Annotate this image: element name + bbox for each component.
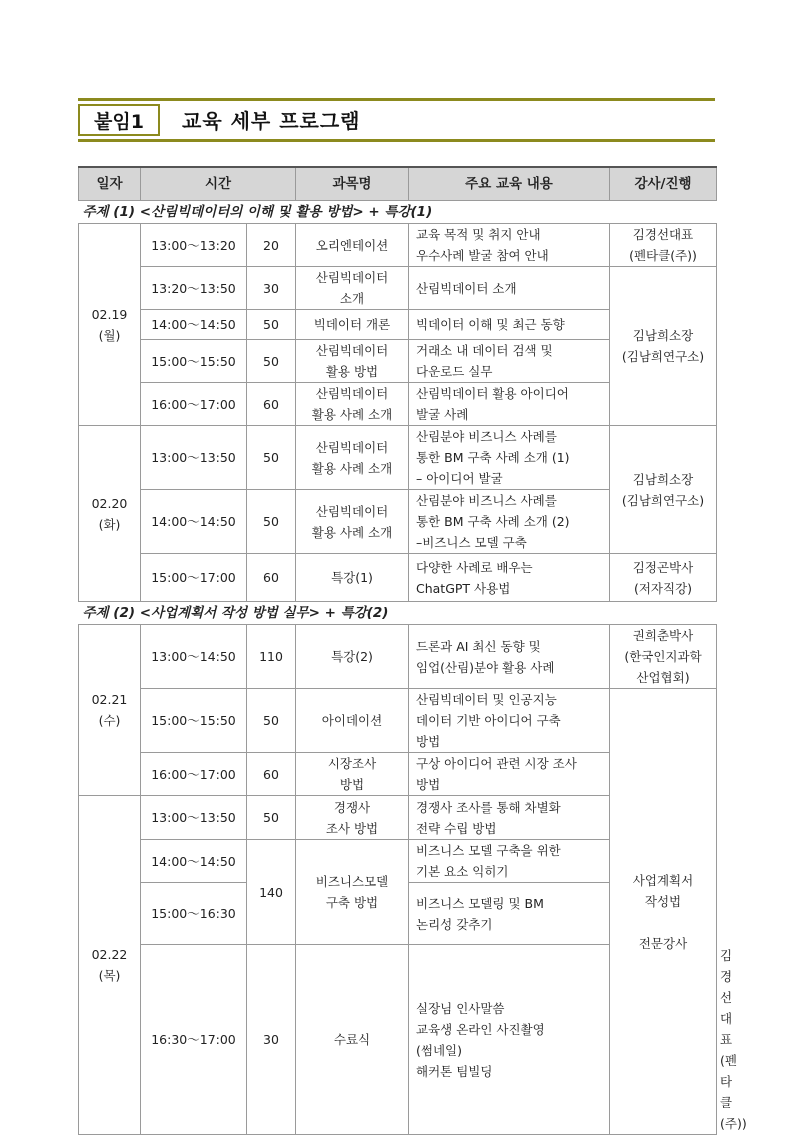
topic-row	[79, 602, 717, 625]
header-instructor: 강사/진행	[610, 167, 717, 201]
date-cell	[79, 426, 141, 602]
minutes-cell: 60	[247, 554, 296, 602]
minutes-cell: 110	[247, 625, 296, 689]
minutes-cell: 50	[247, 340, 296, 383]
text-line: (펜타클(주))	[629, 248, 697, 263]
minutes-cell: 50	[247, 796, 296, 840]
content-cell	[409, 796, 610, 840]
content-cell	[409, 625, 610, 689]
text-line: 통한 BM 구축 사례 소개 (1)	[416, 450, 570, 465]
text-line: 특강(1)	[331, 570, 373, 585]
text-line: 빅데이터 개론	[313, 317, 391, 332]
time-cell: 16:00～17:00	[141, 383, 247, 426]
text-line: 드론과 AI 최신 동향 및	[416, 638, 541, 654]
minutes-cell: 30	[247, 267, 296, 310]
table-row	[79, 625, 717, 689]
minutes-cell: 30	[247, 945, 296, 1135]
course-cell	[296, 310, 409, 340]
header-time: 시간	[141, 167, 296, 201]
text-line: –비즈니스 모델 구축	[416, 535, 527, 550]
text-line: 산업협회)	[636, 670, 690, 685]
text-line: (수)	[98, 713, 121, 728]
text-line: 방법	[416, 777, 441, 792]
text-line: 교육 목적 및 취지 안내	[416, 227, 541, 242]
minutes-cell: 50	[247, 689, 296, 753]
text-line: – 아이디어 발굴	[416, 471, 503, 486]
instructor-cell	[610, 625, 717, 689]
time-cell: 16:00～17:00	[141, 753, 247, 796]
course-cell	[296, 753, 409, 796]
text-line: (월)	[98, 327, 121, 343]
text-line: 교육생 온라인 사진촬영	[416, 1021, 545, 1037]
text-line: (목)	[98, 968, 121, 983]
content-cell	[409, 340, 610, 383]
text-line: ChatGPT 사용법	[416, 580, 511, 596]
minutes-cell: 140	[247, 840, 296, 945]
date-cell	[79, 224, 141, 426]
text-line: 작성법	[644, 893, 682, 909]
content-cell	[409, 383, 610, 426]
time-cell: 14:00～14:50	[141, 490, 247, 554]
text-line: 경쟁사 조사를 통해 차별화	[416, 799, 561, 815]
text-line: 구축 방법	[325, 895, 379, 910]
time-cell: 15:00～16:30	[141, 883, 247, 945]
instructor-cell	[610, 267, 717, 426]
text-line: 거래소 내 데이터 검색 및	[416, 343, 553, 358]
instructor-cell	[610, 224, 717, 267]
text-line: 아이데이션	[321, 713, 383, 728]
text-line: (김남희연구소)	[621, 349, 705, 364]
content-cell	[409, 426, 610, 490]
course-cell	[296, 689, 409, 753]
text-line: 논리성 갖추기	[416, 916, 493, 932]
program-table	[78, 166, 747, 1135]
time-cell: 15:00～15:50	[141, 340, 247, 383]
table-row: 16:30～17:00 30 수료식 실장님 인사말씀 교육생 온라인 사진촬영 (썸네일) 해커톤 팀빌딩 김경선대표 (펜타클(주))	[79, 945, 717, 1135]
text-line: 02.22	[91, 947, 128, 962]
text-line: 전문강사	[638, 935, 688, 951]
course-cell	[296, 625, 409, 689]
text-line: 실장님 인사말씀	[416, 1000, 505, 1016]
course-cell	[296, 340, 409, 383]
topic-1: 주제 (1) <산림빅데이터의 이해 및 활용 방법> + 특강(1)	[79, 201, 717, 224]
text-line: 비즈니스 모델 구축을 위한	[416, 843, 561, 858]
text-line: 02.21	[91, 692, 128, 707]
text-line: 방법	[339, 777, 365, 792]
text-line: 산림빅데이터 활용 아이디어	[416, 386, 569, 401]
title-bar	[78, 98, 715, 142]
text-line: 산림빅데이터	[315, 386, 389, 401]
text-line: 김정곤박사	[632, 559, 694, 575]
content-cell	[409, 554, 610, 602]
text-line: 소개	[339, 291, 365, 306]
minutes-cell: 60	[247, 383, 296, 426]
course-cell	[296, 490, 409, 554]
text-line: 산림분야 비즈니스 사례를	[416, 429, 557, 444]
text-line: 임업(산림)분야 활용 사례	[416, 659, 555, 675]
content-cell	[409, 753, 610, 796]
text-line: 다양한 사례로 배우는	[416, 559, 533, 575]
text-line: 활용 사례 소개	[311, 460, 393, 476]
content-cell	[409, 267, 610, 310]
course-cell	[296, 554, 409, 602]
content-cell	[409, 945, 610, 1135]
text-line: 방법	[416, 734, 441, 749]
time-cell: 13:00～13:50	[141, 426, 247, 490]
text-line: (화)	[98, 516, 121, 532]
text-line: 발굴 사례	[416, 407, 469, 422]
table-header-row	[79, 167, 717, 201]
text-line: 조사 방법	[325, 820, 379, 836]
course-cell	[296, 945, 409, 1135]
table-row	[79, 267, 717, 310]
date-cell	[79, 796, 141, 1135]
text-line: 김남희소장	[632, 471, 694, 487]
content-cell	[409, 310, 610, 340]
text-line: 시장조사	[327, 756, 377, 771]
time-cell: 16:30～17:00	[141, 945, 247, 1135]
minutes-cell: 50	[247, 426, 296, 490]
page-title: 교육 세부 프로그램	[182, 109, 361, 133]
content-cell	[409, 689, 610, 753]
text-line: 02.20	[91, 495, 128, 511]
table-row	[79, 224, 717, 267]
course-cell	[296, 426, 409, 490]
topic-2: 주제 (2) <사업계획서 작성 방법 실무> + 특강(2)	[79, 602, 717, 625]
text-line: 02.19	[91, 306, 128, 322]
text-line: (한국인지과학	[624, 649, 702, 664]
time-cell: 14:00～14:50	[141, 840, 247, 883]
content-cell	[409, 224, 610, 267]
text-line: 수료식	[333, 1032, 371, 1047]
content-cell	[409, 840, 610, 883]
attachment-badge: 붙임1	[78, 104, 160, 136]
text-line: 데이터 기반 아이디어 구축	[416, 713, 561, 728]
instructor-cell	[610, 426, 717, 554]
text-line: 빅데이터 이해 및 최근 동향	[416, 317, 565, 332]
content-cell	[409, 883, 610, 945]
course-cell	[296, 796, 409, 840]
date-cell	[79, 625, 141, 796]
text-line: 산림빅데이터 및 인공지능	[416, 692, 557, 707]
text-line: 산림빅데이터	[315, 503, 389, 519]
minutes-cell: 50	[247, 490, 296, 554]
text-line: (썸네일)	[416, 1042, 462, 1058]
time-cell: 13:00～13:50	[141, 796, 247, 840]
text-line: 김경선대표	[632, 227, 694, 242]
minutes-cell: 60	[247, 753, 296, 796]
header-course: 과목명	[296, 167, 409, 201]
text-line: 활용 방법	[325, 364, 379, 379]
text-line: 기본 요소 익히기	[416, 864, 509, 879]
time-cell: 15:00～15:50	[141, 689, 247, 753]
minutes-cell: 50	[247, 310, 296, 340]
topic-row	[79, 201, 717, 224]
text-line: 해커톤 팀빌딩	[416, 1063, 493, 1079]
text-line: 특강(2)	[331, 649, 373, 664]
text-line: (김남희연구소)	[621, 492, 705, 508]
text-line: 산림빅데이터	[315, 270, 389, 285]
header-date: 일자	[79, 167, 141, 201]
instructor-cell	[610, 689, 717, 1135]
table-row	[79, 426, 717, 490]
header-content: 주요 교육 내용	[409, 167, 610, 201]
text-line: 다운로드 실무	[416, 364, 493, 379]
content-cell	[409, 490, 610, 554]
text-line: 산림분야 비즈니스 사례를	[416, 493, 557, 508]
text-line: 활용 사례 소개	[311, 407, 393, 422]
text-line: 산림빅데이터 소개	[416, 280, 517, 296]
text-line: 경쟁사	[333, 799, 371, 815]
text-line: 권희춘박사	[632, 628, 694, 643]
course-cell	[296, 840, 409, 945]
minutes-cell: 20	[247, 224, 296, 267]
text-line: 김남희소장	[632, 328, 694, 343]
instructor-cell	[610, 554, 717, 602]
time-cell: 13:20～13:50	[141, 267, 247, 310]
course-cell	[296, 383, 409, 426]
text-line: 사업계획서	[632, 872, 694, 888]
course-cell	[296, 267, 409, 310]
text-line: 전략 수립 방법	[416, 820, 497, 836]
text-line: 산림빅데이터	[315, 343, 389, 358]
text-line: 우수사례 발굴 참여 안내	[416, 248, 549, 263]
text-line: (저자직강)	[633, 580, 693, 596]
time-cell: 13:00～13:20	[141, 224, 247, 267]
text-line: 활용 사례 소개	[311, 524, 393, 540]
text-line: 오리엔테이션	[315, 237, 389, 253]
time-cell: 13:00～14:50	[141, 625, 247, 689]
text-line: 구상 아이디어 관련 시장 조사	[416, 756, 577, 771]
time-cell: 14:00～14:50	[141, 310, 247, 340]
text-line: 통한 BM 구축 사례 소개 (2)	[416, 514, 570, 529]
course-cell	[296, 224, 409, 267]
time-cell: 15:00～17:00	[141, 554, 247, 602]
table-row	[79, 554, 717, 602]
text-line: 비즈니스 모델링 및 BM	[416, 895, 544, 911]
text-line	[613, 912, 713, 933]
text-line: 산림빅데이터	[315, 439, 389, 455]
table-row	[79, 689, 717, 753]
text-line: 비즈니스모델	[315, 874, 389, 889]
